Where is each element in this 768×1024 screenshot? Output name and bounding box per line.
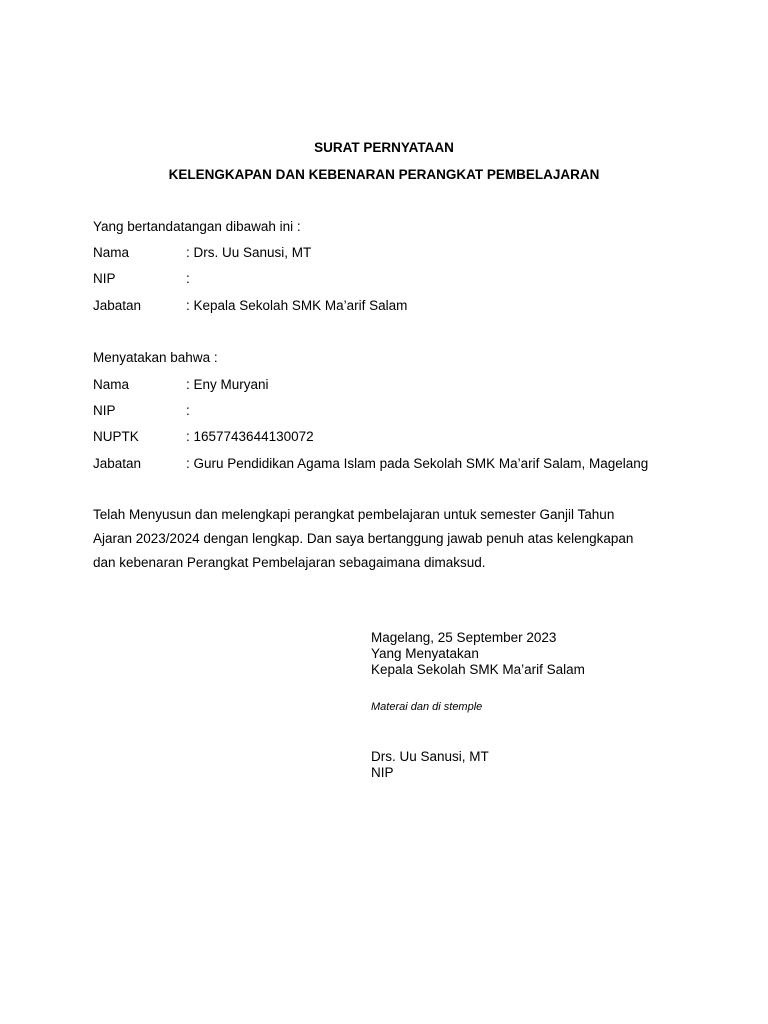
- signer-position-value: : Kepala Sekolah SMK Ma’arif Salam: [186, 298, 408, 313]
- document-subtitle: KELENGKAPAN DAN KEBENARAN PERANGKAT PEMBELAJARAN: [168, 167, 600, 182]
- statement-line: Telah Menyusun dan melengkapi perangkat pembelajaran untuk semester Ganjil Tahun: [93, 507, 615, 522]
- document-title: SURAT PERNYATAAN: [314, 140, 454, 155]
- signer-nip-label: NIP: [93, 271, 116, 286]
- stamp-note: Materai dan di stemple: [371, 701, 483, 713]
- teacher-position-value: : Guru Pendidikan Agama Islam pada Sekolah SMK Ma’arif Salam, Magelang: [186, 456, 649, 471]
- signer-position-label: Jabatan: [93, 298, 142, 313]
- signer-name-label: Nama: [93, 245, 130, 260]
- signer-name: Drs. Uu Sanusi, MT: [371, 749, 489, 764]
- signer-intro: Yang bertandatangan dibawah ini :: [93, 219, 301, 234]
- teacher-nuptk-value: : 1657743644130072: [186, 429, 314, 444]
- signer-name-value: : Drs. Uu Sanusi, MT: [186, 245, 312, 260]
- teacher-nuptk-label: NUPTK: [93, 429, 139, 444]
- statement-line: Ajaran 2023/2024 dengan lengkap. Dan saya bertanggung jawab penuh atas kelengkapan: [93, 531, 634, 546]
- declares-intro: Menyatakan bahwa :: [93, 350, 218, 365]
- teacher-name-label: Nama: [93, 377, 130, 392]
- signer-nip-value: :: [186, 271, 190, 286]
- declarant-label: Yang Menyatakan: [371, 646, 479, 661]
- statement-line: dan kebenaran Perangkat Pembelajaran sebagaimana dimaksud.: [93, 555, 486, 570]
- teacher-nip-label: NIP: [93, 403, 116, 418]
- teacher-name-value: : Eny Muryani: [186, 377, 269, 392]
- signature-header: [371, 630, 585, 678]
- statement-paragraph: [93, 503, 683, 575]
- place-date: Magelang, 25 September 2023: [371, 630, 557, 645]
- signer-nip: NIP: [371, 765, 394, 780]
- declarant-role: Kepala Sekolah SMK Ma’arif Salam: [371, 662, 585, 677]
- teacher-position-label: Jabatan: [93, 456, 142, 471]
- teacher-nip-value: :: [186, 403, 190, 418]
- signature-footer: [371, 749, 489, 781]
